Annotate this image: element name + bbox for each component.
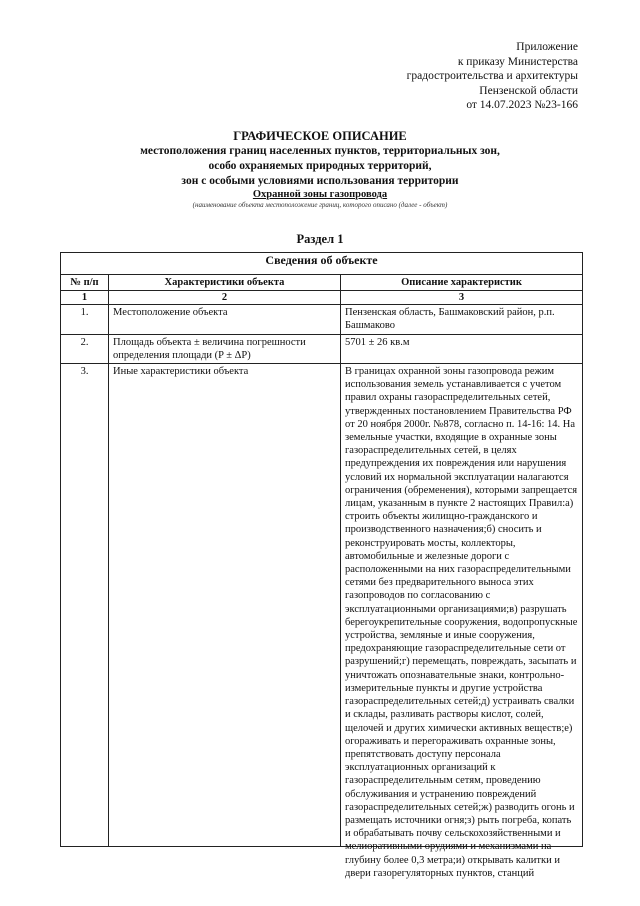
column-header: № п/п [61, 275, 109, 291]
row-number: 2. [61, 334, 109, 363]
row-description: В границах охранной зоны газопровода режим использования земель устанавливается с учетом правил охраны газораспределительных сетей, утвержденных постановлением Правительства РФ от 20 ноября 2000г. №878, согласно п. 14-16: 14. На земельные участки, входящие в охранные зоны газораспределительных сетей, в целях предупреждения их повреждения или нарушения условий их нормальной эксплуатации налагаются ограничения (обременения), которыми запрещается лицам, указанным в пункте 2 настоящих Правил:а) строить объекты жилищно-гражданского и производственного назначения;б) сносить и реконструировать мосты, коллекторы, автомобильные и железные дороги с расположенными на них газораспределительными сетями без предварительного выноса этих газопроводов по согласованию с эксплуатационными организациями;в) разрушать берегоукрепительные сооружения, водопропускные устройства, земляные и иные сооружения, предохраняющие газораспределительные сети от разрушений;г) перемещать, повреждать, засыпать и уничтожать опознавательные знаки, контрольно-измерительные пункты и другие устройства газораспределительных сетей;д) устраивать свалки и склады, разливать растворы кислот, солей, щелочей и других химически активных веществ;е) огораживать и перегораживать охранные зоны, препятствовать доступу персонала эксплуатационных организаций к газораспределительным сетям, проведению обслуживания и устранению повреждений газораспределительных сетей;ж) разводить огонь и размещать источники огня;з) рыть погреба, копать и обрабатывать почву сельскохозяйственными и мелиоративными орудиями и механизмами на глубину более 0,3 метра;и) открывать калитки и двери газорегуляторных пунктов, станций [345, 366, 578, 879]
row-number: 1. [61, 305, 109, 334]
table-header-row [61, 275, 583, 291]
header-line: от 14.07.2023 №23-166 [466, 99, 578, 111]
column-header: Характеристики объекта [109, 275, 341, 291]
object-name: Охранной зоны газопровода [252, 189, 388, 200]
object-hint: (наименование объекта местоположение границ, которого описано (далее - объект) [192, 201, 448, 209]
header-line: Пензенской области [479, 84, 578, 97]
table-caption-row [61, 253, 583, 275]
header-line: градостроительства и архитектуры [406, 70, 578, 82]
row-description: 5701 ± 26 кв.м [341, 334, 583, 363]
title-subline: местоположения границ населенных пунктов, территориальных зон, [140, 145, 500, 157]
title-block [0, 129, 640, 210]
row-number: 3. [61, 364, 109, 847]
header-line: Приложение [516, 41, 578, 53]
title-subline: зон с особыми условиями использования территории [181, 175, 459, 187]
row-characteristic: Площадь объекта ± величина погрешности определения площади (P ± ΔP) [109, 334, 341, 363]
table-row [61, 334, 583, 363]
column-number: 2 [109, 291, 341, 305]
section-title: Раздел 1 [296, 232, 344, 246]
table-caption: Сведения об объекте [61, 253, 583, 275]
column-number: 1 [61, 291, 109, 305]
column-header: Описание характеристик [341, 275, 583, 291]
column-number: 3 [341, 291, 583, 305]
column-number-row [61, 291, 583, 305]
row-characteristic: Местоположение объекта [109, 305, 341, 334]
row-description-cell [341, 364, 583, 879]
document-title: ГРАФИЧЕСКОЕ ОПИСАНИЕ [233, 129, 407, 143]
title-subline: особо охраняемых природных территорий, [208, 160, 432, 172]
table-row [61, 364, 583, 847]
row-characteristic: Иные характеристики объекта [109, 364, 341, 847]
object-info-table [60, 252, 583, 879]
header-line: к приказу Министерства [457, 55, 578, 68]
document-header [407, 40, 578, 113]
table-row [61, 305, 583, 334]
row-description: Пензенская область, Башмаковский район, р.п. Башмаково [341, 305, 583, 334]
